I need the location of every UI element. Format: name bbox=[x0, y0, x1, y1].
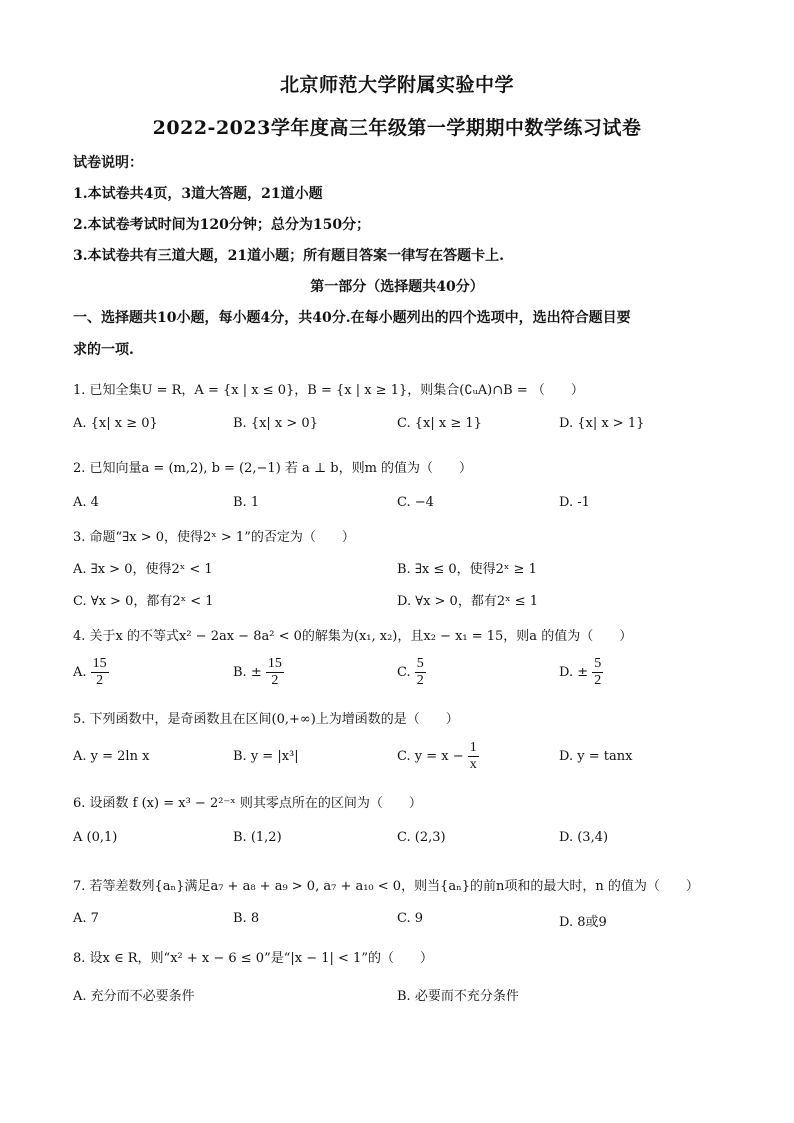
instruction-item: 3.本试卷共有三道大题，21道小题；所有题目答案一律写在答题卡上. bbox=[73, 248, 504, 264]
exam-title: 2022-2023学年度高三年级第一学期期中数学练习试卷 bbox=[152, 117, 642, 139]
question-2-option-c: C. −4 bbox=[397, 495, 434, 510]
question-8-option-b: B. 必要而不充分条件 bbox=[397, 989, 519, 1004]
question-4-option-a bbox=[73, 656, 109, 689]
question-7-stem: 7. 若等差数列{aₙ}满足a₇ + a₈ + a₉ > 0, a₇ + a₁₀ < 0，则当{aₙ}的前n项和的最大时，n 的值为（ ） bbox=[73, 879, 699, 894]
question-1-stem: 1. 已知全集U = R，A = {x | x ≤ 0}，B = {x | x ≥ 1}，则集合(∁ᵤA)∩B = （ ） bbox=[73, 383, 584, 398]
denominator: 2 bbox=[271, 673, 279, 688]
instruction-item: 2.本试卷考试时间为120分钟；总分为150分； bbox=[73, 217, 371, 233]
question-1-option-a: A. {x| x ≥ 0} bbox=[73, 416, 158, 431]
section-intro: 一、选择题共10小题，每小题4分，共40分.在每小题列出的四个选项中，选出符合题目要 bbox=[73, 310, 631, 326]
question-4-stem: 4. 关于x 的不等式x² − 2ax − 8a² < 0的解集为(x₁, x₂)，且x₂ − x₁ = 15，则a 的值为（ ） bbox=[73, 629, 633, 644]
question-1-option-d: D. {x| x > 1} bbox=[559, 416, 645, 431]
question-6-option-a: A (0,1) bbox=[73, 830, 118, 845]
question-2-stem: 2. 已知向量a = (m,2), b = (2,−1) 若 a ⊥ b，则m 的值为（ ） bbox=[73, 461, 473, 476]
question-4-option-c bbox=[397, 656, 426, 689]
question-5-option-c bbox=[397, 740, 479, 773]
question-6-stem: 6. 设函数 f (x) = x³ − 2²⁻ˣ 则其零点所在的区间为（ ） bbox=[73, 796, 422, 811]
question-5-stem: 5. 下列函数中，是奇函数且在区间(0,+∞)上为增函数的是（ ） bbox=[73, 712, 459, 727]
section-intro: 求的一项. bbox=[73, 342, 134, 358]
fraction bbox=[91, 656, 109, 689]
denominator: 2 bbox=[594, 673, 602, 688]
question-1-option-b: B. {x| x > 0} bbox=[233, 416, 318, 431]
option-label: C. bbox=[397, 665, 411, 680]
denominator: 2 bbox=[416, 673, 424, 688]
instruction-item: 1.本试卷共4页，3道大答题，21道小题 bbox=[73, 186, 323, 202]
question-7-option-b: B. 8 bbox=[233, 911, 260, 926]
question-3-option-b: B. ∃x ≤ 0，使得2ˣ ≥ 1 bbox=[397, 562, 537, 577]
question-7-option-d: D. 8或9 bbox=[559, 915, 607, 930]
question-8-option-a: A. 充分而不必要条件 bbox=[73, 989, 195, 1004]
fraction bbox=[266, 656, 284, 689]
question-2-option-a: A. 4 bbox=[73, 495, 99, 510]
question-6-option-c: C. (2,3) bbox=[397, 830, 446, 845]
question-7-option-a: A. 7 bbox=[73, 911, 99, 926]
question-5-option-b: B. y = |x³| bbox=[233, 749, 299, 764]
numerator: 15 bbox=[92, 656, 107, 671]
question-3-stem: 3. 命题“∃x > 0，使得2ˣ > 1”的否定为（ ） bbox=[73, 530, 355, 545]
fraction bbox=[592, 656, 603, 689]
school-title: 北京师范大学附属实验中学 bbox=[279, 74, 514, 96]
denominator: x bbox=[469, 757, 477, 772]
instructions-heading: 试卷说明： bbox=[73, 155, 143, 171]
question-5-option-a: A. y = 2ln x bbox=[73, 749, 150, 764]
option-label: A. bbox=[73, 665, 87, 680]
fraction bbox=[415, 656, 426, 689]
option-label: B. ± bbox=[233, 665, 262, 680]
fraction bbox=[468, 740, 479, 773]
question-2-option-b: B. 1 bbox=[233, 495, 260, 510]
question-8-stem: 8. 设x ∈ R，则“x² + x − 6 ≤ 0”是“|x − 1| < 1”的（ ） bbox=[73, 951, 433, 966]
option-label: D. ± bbox=[559, 665, 589, 680]
question-7-option-c: C. 9 bbox=[397, 911, 424, 926]
question-4-option-b bbox=[233, 656, 284, 689]
question-5-option-d: D. y = tanx bbox=[559, 749, 633, 764]
question-1-option-c: C. {x| x ≥ 1} bbox=[397, 416, 482, 431]
option-text: C. y = x − bbox=[397, 749, 464, 764]
numerator: 15 bbox=[267, 656, 282, 671]
question-3-option-d: D. ∀x > 0，都有2ˣ ≤ 1 bbox=[397, 594, 539, 609]
numerator: 1 bbox=[469, 740, 477, 755]
question-6-option-d: D. (3,4) bbox=[559, 830, 609, 845]
question-3-option-c: C. ∀x > 0，都有2ˣ < 1 bbox=[73, 594, 214, 609]
denominator: 2 bbox=[96, 673, 104, 688]
part1-heading: 第一部分（选择题共40分） bbox=[310, 279, 484, 295]
question-3-option-a: A. ∃x > 0，使得2ˣ < 1 bbox=[73, 562, 213, 577]
question-6-option-b: B. (1,2) bbox=[233, 830, 282, 845]
question-4-option-d bbox=[559, 656, 603, 689]
question-2-option-d: D. -1 bbox=[559, 495, 590, 510]
numerator: 5 bbox=[594, 656, 602, 671]
numerator: 5 bbox=[416, 656, 424, 671]
